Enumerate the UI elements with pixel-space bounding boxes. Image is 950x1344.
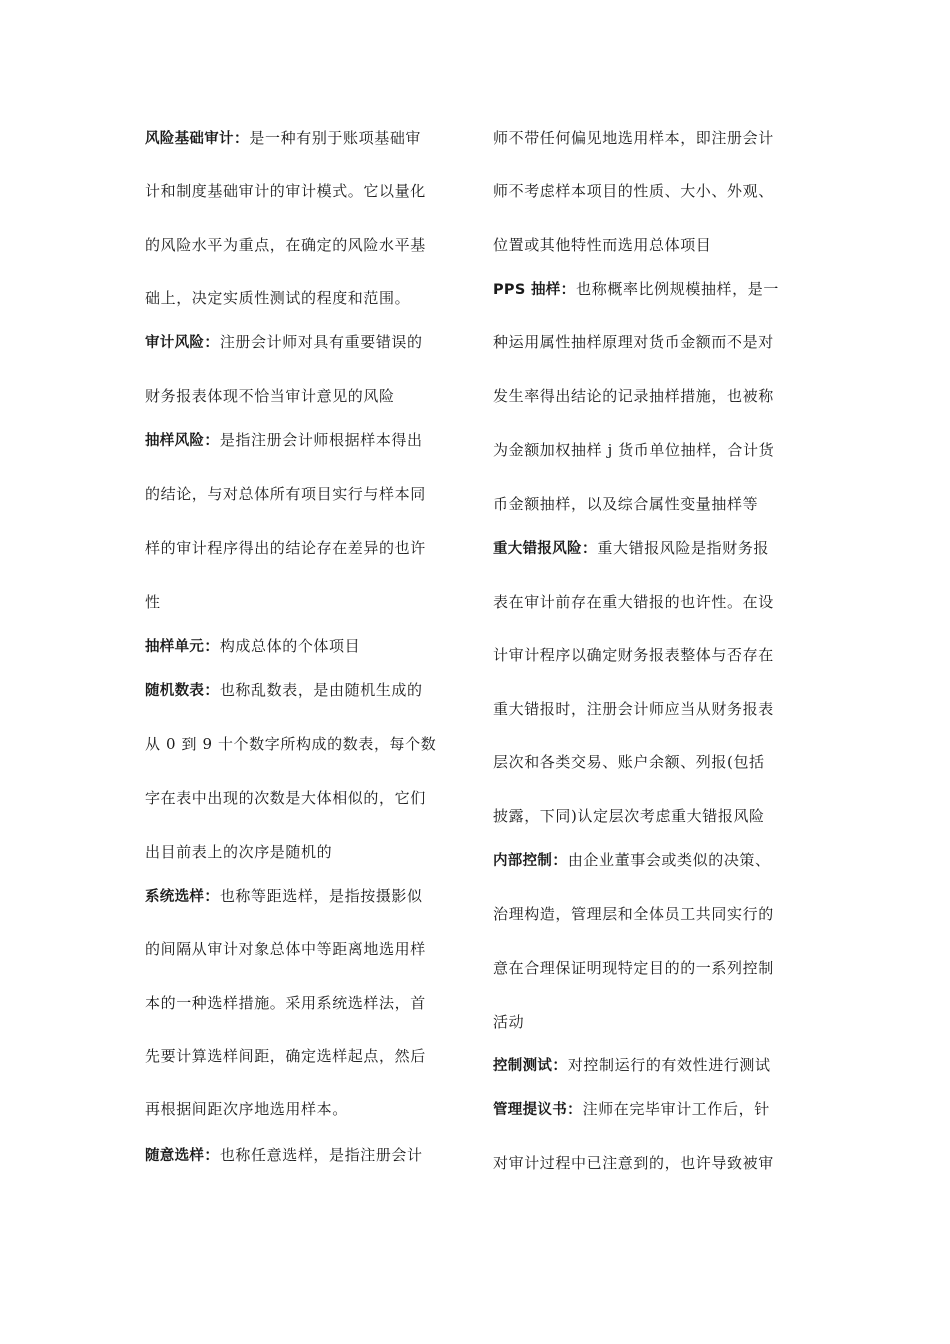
term-label: PPS 抽样	[493, 282, 561, 298]
line-text: 位置或其他特性而选用总体项目	[493, 236, 712, 254]
text-line	[493, 752, 813, 772]
text-line	[493, 1153, 813, 1173]
term-label: 随意选样	[145, 1148, 205, 1164]
text-line	[493, 440, 813, 460]
term-label: 抽样风险	[145, 433, 205, 449]
line-text: 也称乱数表，是由随机生成的	[219, 681, 423, 699]
line-text: 计和制度基础审计的审计模式。它以量化	[145, 182, 426, 200]
term-separator: ：	[567, 1100, 583, 1118]
text-line	[145, 1145, 465, 1166]
text-line	[493, 279, 813, 300]
text-line	[493, 1055, 813, 1076]
term-label: 风险基础审计	[145, 131, 234, 147]
text-line	[493, 1099, 813, 1120]
term-label: 抽样单元	[145, 639, 205, 655]
line-text: 层次和各类交易、账户余额、列报(包括	[493, 753, 765, 771]
line-text: 重大错报时，注册会计师应当从财务报表	[493, 700, 774, 718]
line-text: 性	[145, 593, 161, 611]
text-line	[493, 235, 813, 255]
term-separator: ：	[204, 637, 220, 655]
text-line	[493, 494, 813, 514]
text-line	[145, 993, 465, 1013]
line-text: 对控制运行的有效性进行测试	[567, 1056, 771, 1074]
text-line	[145, 181, 465, 201]
text-line	[493, 1012, 813, 1032]
text-line	[145, 939, 465, 959]
text-line	[145, 288, 465, 308]
line-text: 活动	[493, 1013, 525, 1031]
term-separator: ：	[560, 280, 577, 298]
text-line	[145, 386, 465, 406]
line-text: 再根据间距次序地选用样本。	[145, 1100, 348, 1118]
text-line	[145, 636, 465, 657]
line-text: 师不考虑样本项目的性质、大小、外观、	[493, 182, 774, 200]
text-line	[493, 850, 813, 871]
text-line	[145, 1099, 465, 1119]
line-text: 由企业董事会或类似的决策、	[567, 851, 771, 869]
line-text: 也称概率比例规模抽样，是一	[576, 280, 779, 298]
text-line	[493, 958, 813, 978]
term-separator: ：	[581, 539, 598, 557]
term-separator: ：	[204, 431, 220, 449]
text-line	[145, 332, 465, 353]
term-separator: ：	[204, 1146, 220, 1164]
line-text: 是一种有别于账项基础审	[249, 129, 422, 147]
text-line	[145, 538, 465, 558]
term-label: 系统选样	[145, 889, 205, 905]
line-text: 的间隔从审计对象总体中等距离地选用样	[145, 940, 426, 958]
text-line	[145, 128, 465, 149]
line-text: 注师在完毕审计工作后，针	[582, 1100, 770, 1118]
term-separator: ：	[233, 129, 250, 147]
line-text: 种运用属性抽样原理对货币金额而不是对	[493, 333, 774, 351]
text-line	[145, 788, 465, 808]
line-text: 币金额抽样，以及综合属性变量抽样等	[493, 495, 759, 513]
line-text: 先要计算选样间距，确定选样起点，然后	[145, 1047, 426, 1065]
line-text: 师不带任何偏见地选用样本，即注册会计	[493, 129, 774, 147]
text-line	[493, 699, 813, 719]
term-separator: ：	[552, 851, 568, 869]
text-line	[145, 842, 465, 862]
line-text: 财务报表体现不恰当审计意见的风险	[145, 387, 395, 405]
text-line	[493, 592, 813, 612]
text-line	[493, 181, 813, 201]
line-text: 也称任意选样，是指注册会计	[219, 1146, 423, 1164]
line-text: 发生率得出结论的记录抽样措施，也被称	[493, 387, 774, 405]
text-line	[493, 645, 813, 665]
line-text: 意在合理保证明现特定目的的一系列控制	[493, 959, 774, 977]
text-line	[493, 128, 813, 148]
line-text: 为金额加权抽样 j 货币单位抽样，合计货	[493, 441, 775, 459]
term-label: 控制测试	[493, 1058, 553, 1074]
line-text: 表在审计前存在重大错报的也许性。在设	[493, 593, 774, 611]
text-line	[145, 235, 465, 255]
term-separator: ：	[552, 1056, 568, 1074]
text-line	[145, 734, 465, 754]
text-line	[145, 592, 465, 612]
text-line	[493, 538, 813, 559]
line-text: 对审计过程中已注意到的，也许导致被审	[493, 1154, 774, 1172]
line-text: 出目前表上的次序是随机的	[145, 843, 333, 861]
line-text: 构成总体的个体项目	[219, 637, 361, 655]
term-label: 随机数表	[145, 683, 205, 699]
text-line	[145, 886, 465, 907]
term-separator: ：	[204, 887, 220, 905]
line-text: 从 0 到 9 十个数字所构成的数表，每个数	[145, 735, 437, 753]
line-text: 披露，下同)认定层次考虑重大错报风险	[493, 807, 765, 825]
term-label: 内部控制	[493, 853, 553, 869]
term-label: 重大错报风险	[493, 541, 582, 557]
text-line	[493, 904, 813, 924]
text-line	[145, 1046, 465, 1066]
text-line	[145, 680, 465, 701]
line-text: 计审计程序以确定财务报表整体与否存在	[493, 646, 774, 664]
line-text: 本的一种选样措施。采用系统选样法，首	[145, 994, 426, 1012]
term-separator: ：	[204, 333, 220, 351]
text-line	[145, 484, 465, 504]
line-text: 样的审计程序得出的结论存在差异的也许	[145, 539, 426, 557]
line-text: 础上，决定实质性测试的程度和范围。	[145, 289, 411, 307]
text-line	[145, 430, 465, 451]
line-text: 治理构造，管理层和全体员工共同实行的	[493, 905, 774, 923]
line-text: 的风险水平为重点，在确定的风险水平基	[145, 236, 426, 254]
term-label: 审计风险	[145, 335, 205, 351]
term-separator: ：	[204, 681, 220, 699]
line-text: 的结论，与对总体所有项目实行与样本同	[145, 485, 426, 503]
line-text: 字在表中出现的次数是大体相似的，它们	[145, 789, 426, 807]
text-line	[493, 806, 813, 826]
line-text: 是指注册会计师根据样本得出	[219, 431, 423, 449]
line-text: 注册会计师对具有重要错误的	[219, 333, 423, 351]
line-text: 重大错报风险是指财务报	[597, 539, 770, 557]
text-line	[493, 386, 813, 406]
line-text: 也称等距选样，是指按摄影似	[219, 887, 423, 905]
term-label: 管理提议书	[493, 1102, 567, 1118]
text-line	[493, 332, 813, 352]
